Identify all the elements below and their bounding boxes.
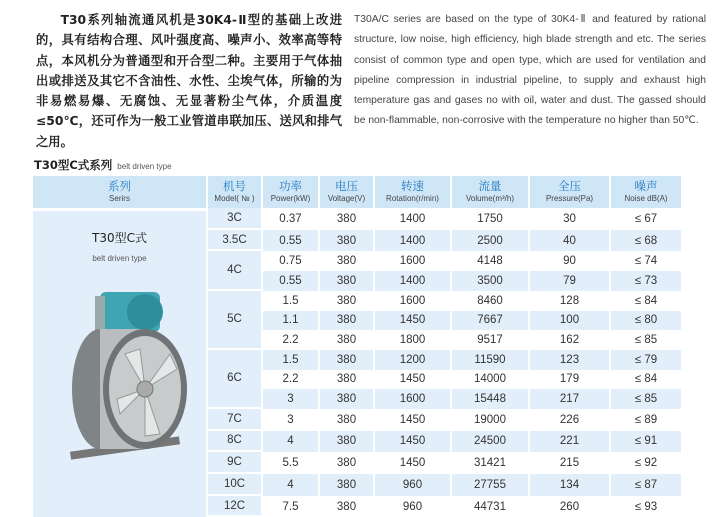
noise-cell: ≤ 85 — [634, 334, 658, 347]
voltage-cell: 380 — [320, 474, 373, 496]
model-cell: 5C — [208, 291, 261, 350]
power-cell: 2.2 — [282, 334, 299, 347]
model-cell: 10C — [208, 474, 261, 496]
rotation-cell: 1450 — [399, 457, 426, 470]
volume-cell: 4148 — [477, 255, 503, 268]
power-cell: 1.5 — [282, 294, 299, 307]
section-title-zh: T30型C式系列 — [34, 158, 113, 173]
rotation-cell: 1800 — [399, 334, 426, 347]
section-title — [34, 158, 718, 174]
rotation-cell: 1200 — [375, 350, 450, 370]
volume-cell: 11590 — [452, 350, 528, 370]
rotation-cell: 960 — [375, 474, 450, 496]
pressure-cell: 128 — [559, 294, 580, 307]
pressure-cell: 217 — [530, 389, 609, 409]
rotation-cell: 1400 — [375, 271, 450, 291]
volume-cell: 31421 — [474, 457, 506, 470]
power-cell: 0.37 — [279, 212, 302, 225]
header-row — [33, 176, 681, 208]
header-power: 功率 Power(kW) — [263, 176, 318, 208]
noise-cell: ≤ 74 — [634, 255, 658, 268]
pressure-cell: 79 — [530, 271, 609, 291]
volume-cell: 1750 — [477, 212, 503, 225]
power-cell: 7.5 — [282, 500, 299, 513]
noise-cell: ≤ 89 — [634, 413, 658, 426]
series-name: T30型C式 — [92, 231, 147, 246]
noise-cell: ≤ 84 — [634, 373, 658, 386]
volume-cell: 27755 — [452, 474, 528, 496]
header-voltage: 电压 Voltage(V) — [320, 176, 373, 208]
series-cell — [33, 208, 206, 517]
voltage-cell: 380 — [336, 294, 357, 307]
voltage-cell: 380 — [320, 271, 373, 291]
pressure-cell: 134 — [530, 474, 609, 496]
power-cell: 0.55 — [263, 271, 318, 291]
model-cell: 8C — [208, 431, 261, 453]
volume-cell: 44731 — [474, 500, 506, 513]
table-row — [33, 208, 681, 230]
intro-chinese: T30系列轴流通风机是30K4-Ⅱ型的基础上改进的，具有结构合理、风叶强度高、噪声小、效率高等特点，本风机分为普通型和开合型二种。主要用于气体抽出或排送及其它不含油性、水性、尘埃气体，所输的为非易燃易爆、无腐蚀、无显著粉尘气体，介质温度≤50℃，还可作为一般工业管道串联加压、送风和排气之用。 — [36, 13, 342, 149]
power-cell: 0.55 — [263, 230, 318, 252]
power-cell: 3 — [287, 413, 294, 426]
header-rotation: 转速 Rotation(r/min) — [375, 176, 450, 208]
model-cell: 6C — [208, 350, 261, 409]
pressure-cell: 123 — [530, 350, 609, 370]
rotation-cell: 1600 — [399, 294, 426, 307]
rotation-cell: 1450 — [399, 413, 426, 426]
rotation-cell: 1600 — [375, 389, 450, 409]
rotation-cell: 1400 — [399, 212, 426, 225]
pressure-cell: 90 — [563, 255, 576, 268]
noise-cell: ≤ 93 — [634, 500, 658, 513]
model-cell: 12C — [208, 496, 261, 517]
header-noise: 噪声 Noise dB(A) — [611, 176, 681, 208]
noise-cell: ≤ 80 — [611, 311, 681, 331]
pressure-cell: 221 — [530, 431, 609, 453]
series-subtitle: belt driven type — [92, 254, 147, 264]
rotation-cell: 1600 — [399, 255, 426, 268]
header-pressure: 全压 Pressure(Pa) — [530, 176, 609, 208]
pressure-cell: 226 — [559, 413, 580, 426]
voltage-cell: 380 — [320, 350, 373, 370]
noise-cell: ≤ 91 — [611, 431, 681, 453]
noise-cell: ≤ 68 — [611, 230, 681, 252]
model-cell: 7C — [208, 409, 261, 431]
voltage-cell: 380 — [336, 212, 357, 225]
rotation-cell: 1450 — [399, 373, 426, 386]
rotation-cell: 1450 — [375, 431, 450, 453]
power-cell: 1.5 — [263, 350, 318, 370]
pressure-cell: 30 — [563, 212, 576, 225]
fan-image — [33, 274, 206, 467]
volume-cell: 2500 — [452, 230, 528, 252]
model-cell: 3.5C — [208, 230, 261, 252]
rotation-cell: 1400 — [375, 230, 450, 252]
voltage-cell: 380 — [336, 334, 357, 347]
voltage-cell: 380 — [320, 311, 373, 331]
volume-cell: 24500 — [452, 431, 528, 453]
volume-cell: 19000 — [474, 413, 506, 426]
voltage-cell: 380 — [336, 373, 357, 386]
noise-cell: ≤ 85 — [611, 389, 681, 409]
header-model: 机号 Model( № ) — [208, 176, 261, 208]
pressure-cell: 179 — [559, 373, 580, 386]
intro-english: T30A/C series are based on the type of 30K4-Ⅱ and featured by rational structure, low noise, high efficiency, high blade strength and etc. The series consist of common type and open type, which are used for ventilation and pipeline compression in industrial pipeline, to supply and exhaust high temperature gas and gases no with oil, water and dust. The gassed should be non-flammable, non-corrosive with the temperature no higher than 50℃. — [354, 14, 706, 127]
power-cell: 1.1 — [263, 311, 318, 331]
noise-cell: ≤ 79 — [611, 350, 681, 370]
power-cell: 5.5 — [282, 457, 299, 470]
rotation-cell: 960 — [402, 500, 423, 513]
volume-cell: 9517 — [477, 334, 503, 347]
power-cell: 4 — [263, 474, 318, 496]
pressure-cell: 100 — [530, 311, 609, 331]
volume-cell: 15448 — [452, 389, 528, 409]
section-subtitle: belt driven type — [117, 162, 172, 172]
power-cell: 2.2 — [282, 373, 299, 386]
noise-cell: ≤ 84 — [634, 294, 658, 307]
voltage-cell: 380 — [336, 457, 357, 470]
pressure-cell: 260 — [559, 500, 580, 513]
voltage-cell: 380 — [336, 413, 357, 426]
noise-cell: ≤ 73 — [611, 271, 681, 291]
pressure-cell: 215 — [559, 457, 580, 470]
spec-table — [31, 176, 683, 517]
model-cell: 9C — [208, 452, 261, 474]
voltage-cell: 380 — [320, 431, 373, 453]
voltage-cell: 380 — [336, 500, 357, 513]
power-cell: 0.75 — [279, 255, 302, 268]
model-cell: 4C — [208, 251, 261, 290]
noise-cell: ≤ 87 — [611, 474, 681, 496]
volume-cell: 7667 — [452, 311, 528, 331]
voltage-cell: 380 — [320, 230, 373, 252]
header-series: 系列 Serirs — [33, 176, 206, 208]
model-cell: 3C — [208, 208, 261, 230]
intro-section — [0, 0, 718, 152]
voltage-cell: 380 — [336, 255, 357, 268]
pressure-cell: 40 — [530, 230, 609, 252]
pressure-cell: 162 — [559, 334, 580, 347]
noise-cell: ≤ 92 — [634, 457, 658, 470]
header-volume: 流量 Volume(m³/h) — [452, 176, 528, 208]
rotation-cell: 1450 — [375, 311, 450, 331]
noise-cell: ≤ 67 — [634, 212, 658, 225]
voltage-cell: 380 — [320, 389, 373, 409]
volume-cell: 3500 — [452, 271, 528, 291]
volume-cell: 8460 — [477, 294, 503, 307]
power-cell: 3 — [263, 389, 318, 409]
volume-cell: 14000 — [474, 373, 506, 386]
power-cell: 4 — [263, 431, 318, 453]
